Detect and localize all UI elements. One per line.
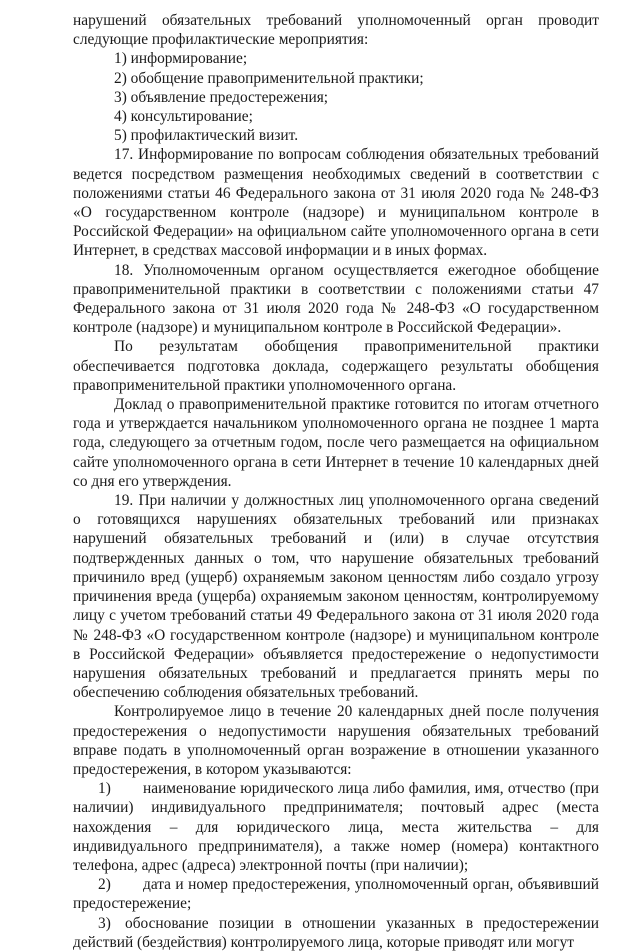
list-item: 2) обобщение правоприменительной практики; <box>114 69 424 87</box>
item-number: 1) <box>98 780 111 798</box>
objection-items <box>73 779 599 952</box>
paragraph-19-objection: Контролируемое лицо в течение 20 календарных дней после получения предостережения о недопустимости нарушения обязательных требований вправе подать в уполномоченный орган возражение в отношении указанного предостережения, в котором указываются: <box>73 703 599 778</box>
list-item: 5) профилактический визит. <box>114 127 299 145</box>
item-number: 3) <box>98 914 111 932</box>
paragraph-18: 18. Уполномоченным органом осуществляется ежегодное обобщение правоприменительной практики в соответствии с положениями статьи 47 Федерального закона от 31 июля 2020 года № 248-ФЗ «О государственном контроле (надзоре) и муниципальном контроле в Российской Федерации». <box>73 261 599 337</box>
paragraph-17: 17. Информирование по вопросам соблюдения обязательных требований ведется посредством размещения необходимых сведений в соответствии с положениями статьи 46 Федерального закона от 31 июля 2020 года № 248-ФЗ «О государственном контроле (надзоре) и муниципальном контроле в Российской Федерации» на официальном сайте уполномоченного органа в сети Интернет, в средствах массовой информации и в иных формах. <box>73 146 599 260</box>
item-text: наименование юридического лица либо фамилия, имя, отчество (при наличии) индивидуального предпринимателя; почтовый адрес (места нахождения – для юридического лица, места жительства – для индивидуального предпринимателя), а также номер (номера) контактного телефона, адрес (адреса) электронной почты (при наличии); <box>73 780 599 874</box>
item-number: 2) <box>98 876 111 894</box>
paragraph-18-report: Доклад о правоприменительной практике готовится по итогам отчетного года и утверждается начальником уполномоченного органа не позднее 1 марта года, следующего за отчетным годом, после чего размещается на официальном сайте уполномоченного органа в сети Интернет в течение 10 календарных дней со дня его утверждения. <box>73 396 599 490</box>
paragraph-19: 19. При наличии у должностных лиц уполномоченного органа сведений о готовящихся нарушениях обязательных требований или признаках нарушений обязательных требований и (или) в случае отсутствия подтвержденных данных о том, что нарушение обязательных требований причинило вред (ущерб) охраняемым законом ценностям либо создало угрозу причинения вреда (ущерба) охраняемым законом ценностям, контролируемому лицу с учетом требований статьи 49 Федерального закона от 31 июля 2020 года № 248-ФЗ «О государственном контроле (надзоре) и муниципальном контроле в Российской Федерации» объявляется предостережение о недопустимости нарушения обязательных требований и предлагается принять меры по обеспечению соблюдения обязательных требований. <box>73 492 599 702</box>
numbered-item <box>73 779 599 875</box>
intro-paragraph: нарушений обязательных требований уполномоченный орган проводит следующие профилактические мероприятия: <box>73 12 599 49</box>
measures-list <box>73 49 599 145</box>
numbered-item <box>73 914 599 952</box>
list-item: 3) объявление предостережения; <box>114 88 329 106</box>
list-item: 4) консультирование; <box>114 108 253 126</box>
list-item: 1) информирование; <box>114 50 248 68</box>
item-text: обоснование позиции в отношении указанных в предостережении действий (бездействия) контролируемого лица, которые приводят или могут <box>73 914 599 951</box>
item-text: дата и номер предостережения, уполномоченный орган, объявивший предостережение; <box>73 876 599 913</box>
numbered-item <box>73 875 599 913</box>
paragraph-18-generalization: По результатам обобщения правоприменительной практики обеспечивается подготовка доклада, содержащего результаты обобщения правоприменительной практики уполномоченного органа. <box>73 338 599 394</box>
